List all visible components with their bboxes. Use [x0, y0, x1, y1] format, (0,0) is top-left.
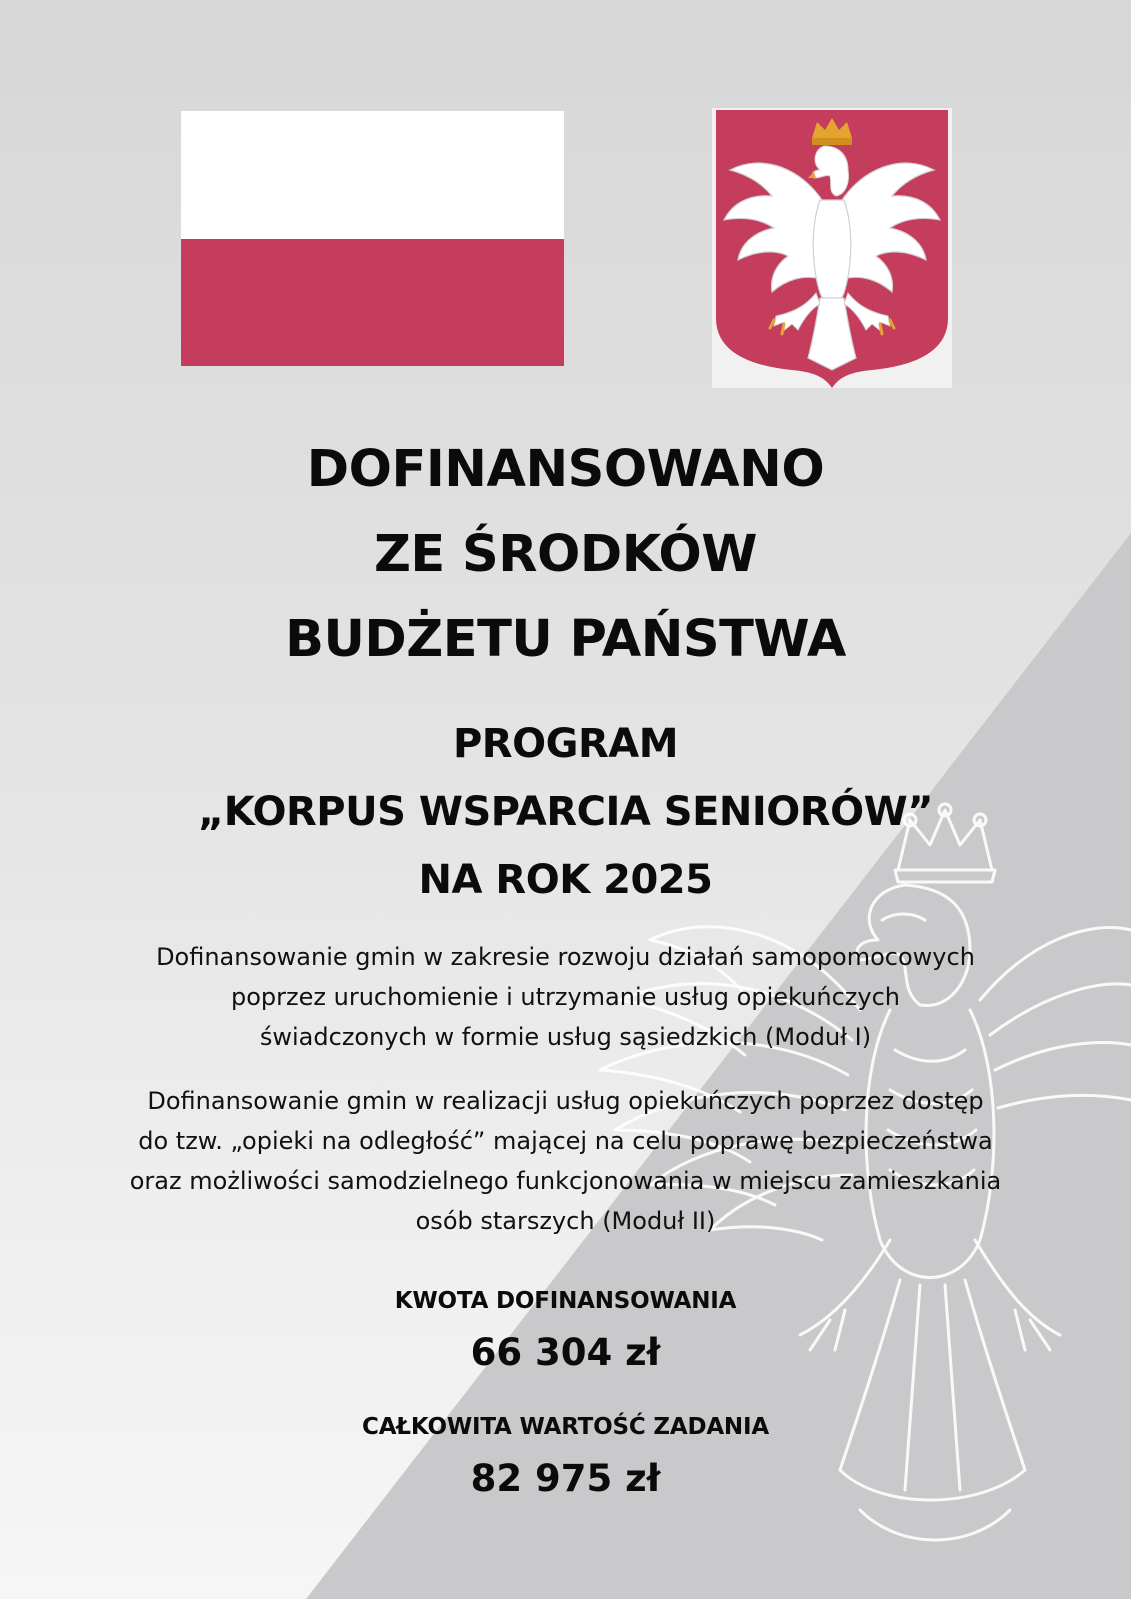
title-line-1: DOFINANSOWANO — [306, 440, 825, 499]
module-2-line-3: oraz możliwości samodzielnego funkcjonowania w miejscu zamieszkania — [129, 1167, 1002, 1195]
program-year: NA ROK 2025 — [418, 857, 713, 903]
funding-amount-value: 66 304 zł — [470, 1331, 661, 1374]
title-line-3: BUDŻETU PAŃSTWA — [285, 610, 846, 669]
module-2-line-4: osób starszych (Moduł II) — [415, 1207, 716, 1235]
program-name: „KORPUS WSPARCIA SENIORÓW” — [198, 789, 933, 835]
program-line-1: PROGRAM — [452, 721, 678, 767]
total-value-label: CAŁKOWITA WARTOŚĆ ZADANIA — [362, 1414, 769, 1440]
module-1-line-3: świadczonych w formie usług sąsiedzkich (Moduł I) — [259, 1023, 872, 1051]
module-1-description — [60, 937, 1071, 1057]
total-value-amount: 82 975 zł — [470, 1457, 661, 1500]
module-2-line-2: do tzw. „opieki na odległość” mającej na celu poprawę bezpieczeństwa — [138, 1127, 993, 1155]
module-1-line-1: Dofinansowanie gmin w zakresie rozwoju działań samopomocowych — [156, 943, 975, 971]
white-eagle-emblem-icon — [712, 108, 952, 388]
title-line-2: ZE ŚRODKÓW — [373, 525, 758, 584]
module-1-line-2: poprzez uruchomienie i utrzymanie usług opiekuńczych — [231, 983, 900, 1011]
flag-white-stripe — [181, 111, 564, 239]
funding-amount-label: KWOTA DOFINANSOWANIA — [394, 1288, 737, 1314]
flag-red-stripe — [181, 239, 564, 367]
poland-flag — [181, 111, 564, 366]
module-2-description — [60, 1081, 1071, 1241]
module-2-line-1: Dofinansowanie gmin w realizacji usług opiekuńczych poprzez dostęp — [147, 1087, 984, 1115]
